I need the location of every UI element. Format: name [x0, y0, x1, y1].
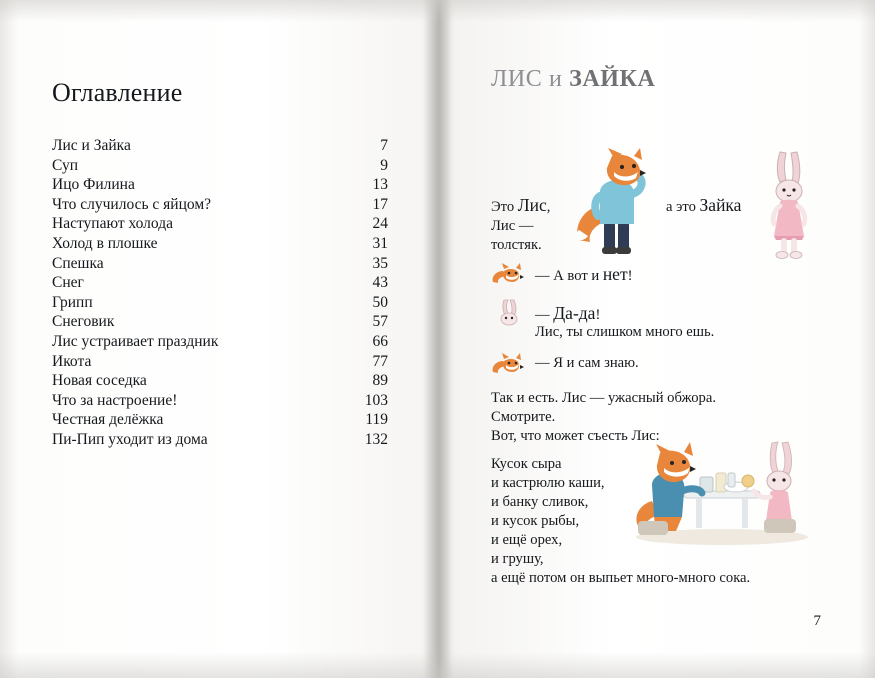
narration-line: Так и есть. Лис — ужасный обжора. [491, 390, 716, 406]
toc-entry[interactable] [52, 293, 388, 313]
book-gutter [424, 0, 452, 678]
toc-entry[interactable] [52, 312, 388, 332]
toc-entry[interactable] [52, 234, 388, 254]
chapter-title-plain: ЛИС и [491, 66, 570, 92]
toc-entry-page: 17 [372, 195, 388, 213]
food-list-item: а ещё потом он выпьет много-много сока. [491, 570, 751, 586]
toc-entry-page: 7 [380, 137, 388, 154]
toc-entry[interactable] [52, 332, 388, 352]
intro-line-2: Лис — [491, 218, 534, 234]
intro-text-left [491, 196, 661, 255]
toc-entry[interactable] [52, 391, 388, 411]
toc-entry-title: Что случилось с яйцом? [52, 195, 212, 213]
toc-entry[interactable] [52, 430, 388, 450]
fox-small-icon-illustration-2 [491, 352, 525, 376]
toc-entry-title: Честная делёжка [52, 411, 164, 429]
page-number: 7 [813, 613, 821, 629]
dialog-line-2 [535, 303, 600, 324]
narration-line: Вот, что может съесть Лис: [491, 428, 660, 444]
food-list-item: и ещё орех, [491, 532, 563, 548]
toc-entry[interactable] [52, 214, 388, 234]
toc-entry-page: 57 [372, 313, 388, 331]
dialog-line-1-emph: нет [602, 264, 628, 284]
toc-entry-page: 103 [364, 391, 388, 409]
toc-entry-title: Ицо Филина [52, 176, 135, 194]
page-edge-top [0, 0, 875, 22]
toc-entry-title: Икота [52, 352, 92, 370]
intro-line-3: толстяк. [491, 237, 542, 253]
toc-entry-title: Наступают холода [52, 215, 173, 233]
intro-right-emph: Зайка [699, 195, 742, 215]
rabbit-small-icon-illustration [495, 298, 523, 326]
toc-entry-page: 119 [365, 411, 388, 429]
toc-entry[interactable] [52, 254, 388, 274]
chapter-title-bold: ЗАЙКА [569, 66, 656, 92]
toc-entry[interactable] [52, 410, 388, 430]
toc-entry-title: Холод в плошке [52, 234, 158, 252]
chapter-title [491, 66, 655, 93]
food-list-item: Кусок сыра [491, 456, 562, 472]
dialog-line-1 [535, 264, 632, 285]
toc-entry-page: 66 [372, 332, 388, 350]
intro-text-right [666, 196, 806, 217]
dialog-line-3: — Я и сам знаю. [535, 355, 639, 371]
intro-right-prefix: а это [666, 199, 700, 215]
toc-entry[interactable] [52, 156, 388, 176]
intro-line-1-suffix: , [546, 199, 551, 215]
toc-entry-title: Снеговик [52, 313, 115, 331]
dialog-line-1-text: — А вот и [535, 268, 603, 284]
toc-entry-page: 31 [372, 234, 388, 252]
food-list [491, 455, 851, 588]
toc-entry-page: 50 [372, 293, 388, 311]
toc-entry-title: Что за настроение! [52, 391, 178, 409]
toc-entry[interactable] [52, 352, 388, 372]
toc-entry-title: Суп [52, 156, 78, 174]
toc-entry-page: 9 [380, 156, 388, 174]
dialog-line-2-emph: Да-да [553, 303, 596, 323]
toc-entry-page: 89 [372, 372, 388, 390]
food-list-item: и кусок рыбы, [491, 513, 580, 529]
toc-entry-title: Пи-Пип уходит из дома [52, 430, 208, 448]
page-edge-bottom [0, 652, 875, 678]
narration-line: Смотрите. [491, 409, 556, 425]
dialog-line-2-text: — [535, 307, 554, 323]
toc-list [52, 136, 388, 450]
toc-entry-page: 77 [372, 352, 388, 370]
toc-entry[interactable] [52, 195, 388, 215]
toc-entry-page: 13 [372, 176, 388, 194]
dialog-line-2-sub: Лис, ты слишком много ешь. [535, 324, 715, 340]
toc-entry-title: Новая соседка [52, 372, 147, 390]
toc-entry[interactable] [52, 273, 388, 293]
food-list-item: и кастрюлю каши, [491, 475, 605, 491]
toc-entry-title: Лис устраивает праздник [52, 332, 219, 350]
food-list-item: и банку сливок, [491, 494, 589, 510]
dialog-line-1-tail: ! [627, 268, 633, 284]
toc-entry-title: Лис и Зайка [52, 137, 131, 154]
intro-line-1-emph: Лис [517, 195, 547, 215]
toc-entry-title: Грипп [52, 293, 93, 311]
toc-heading: Оглавление [52, 78, 183, 107]
toc-entry-page: 24 [372, 215, 388, 233]
toc-entry[interactable] [52, 136, 388, 156]
intro-line-1-prefix: Это [491, 199, 518, 215]
toc-entry-page: 132 [364, 430, 388, 448]
dialog-line-2-tail: ! [595, 307, 601, 323]
intro-line-1 [491, 196, 661, 217]
toc-entry[interactable] [52, 371, 388, 391]
fox-small-icon-illustration [491, 262, 525, 286]
toc-entry-title: Снег [52, 274, 84, 292]
toc-entry-title: Спешка [52, 254, 104, 272]
toc-entry-page: 35 [372, 254, 388, 272]
food-list-item: и грушу, [491, 551, 544, 567]
toc-entry-page: 43 [372, 274, 388, 292]
toc-entry[interactable] [52, 175, 388, 195]
